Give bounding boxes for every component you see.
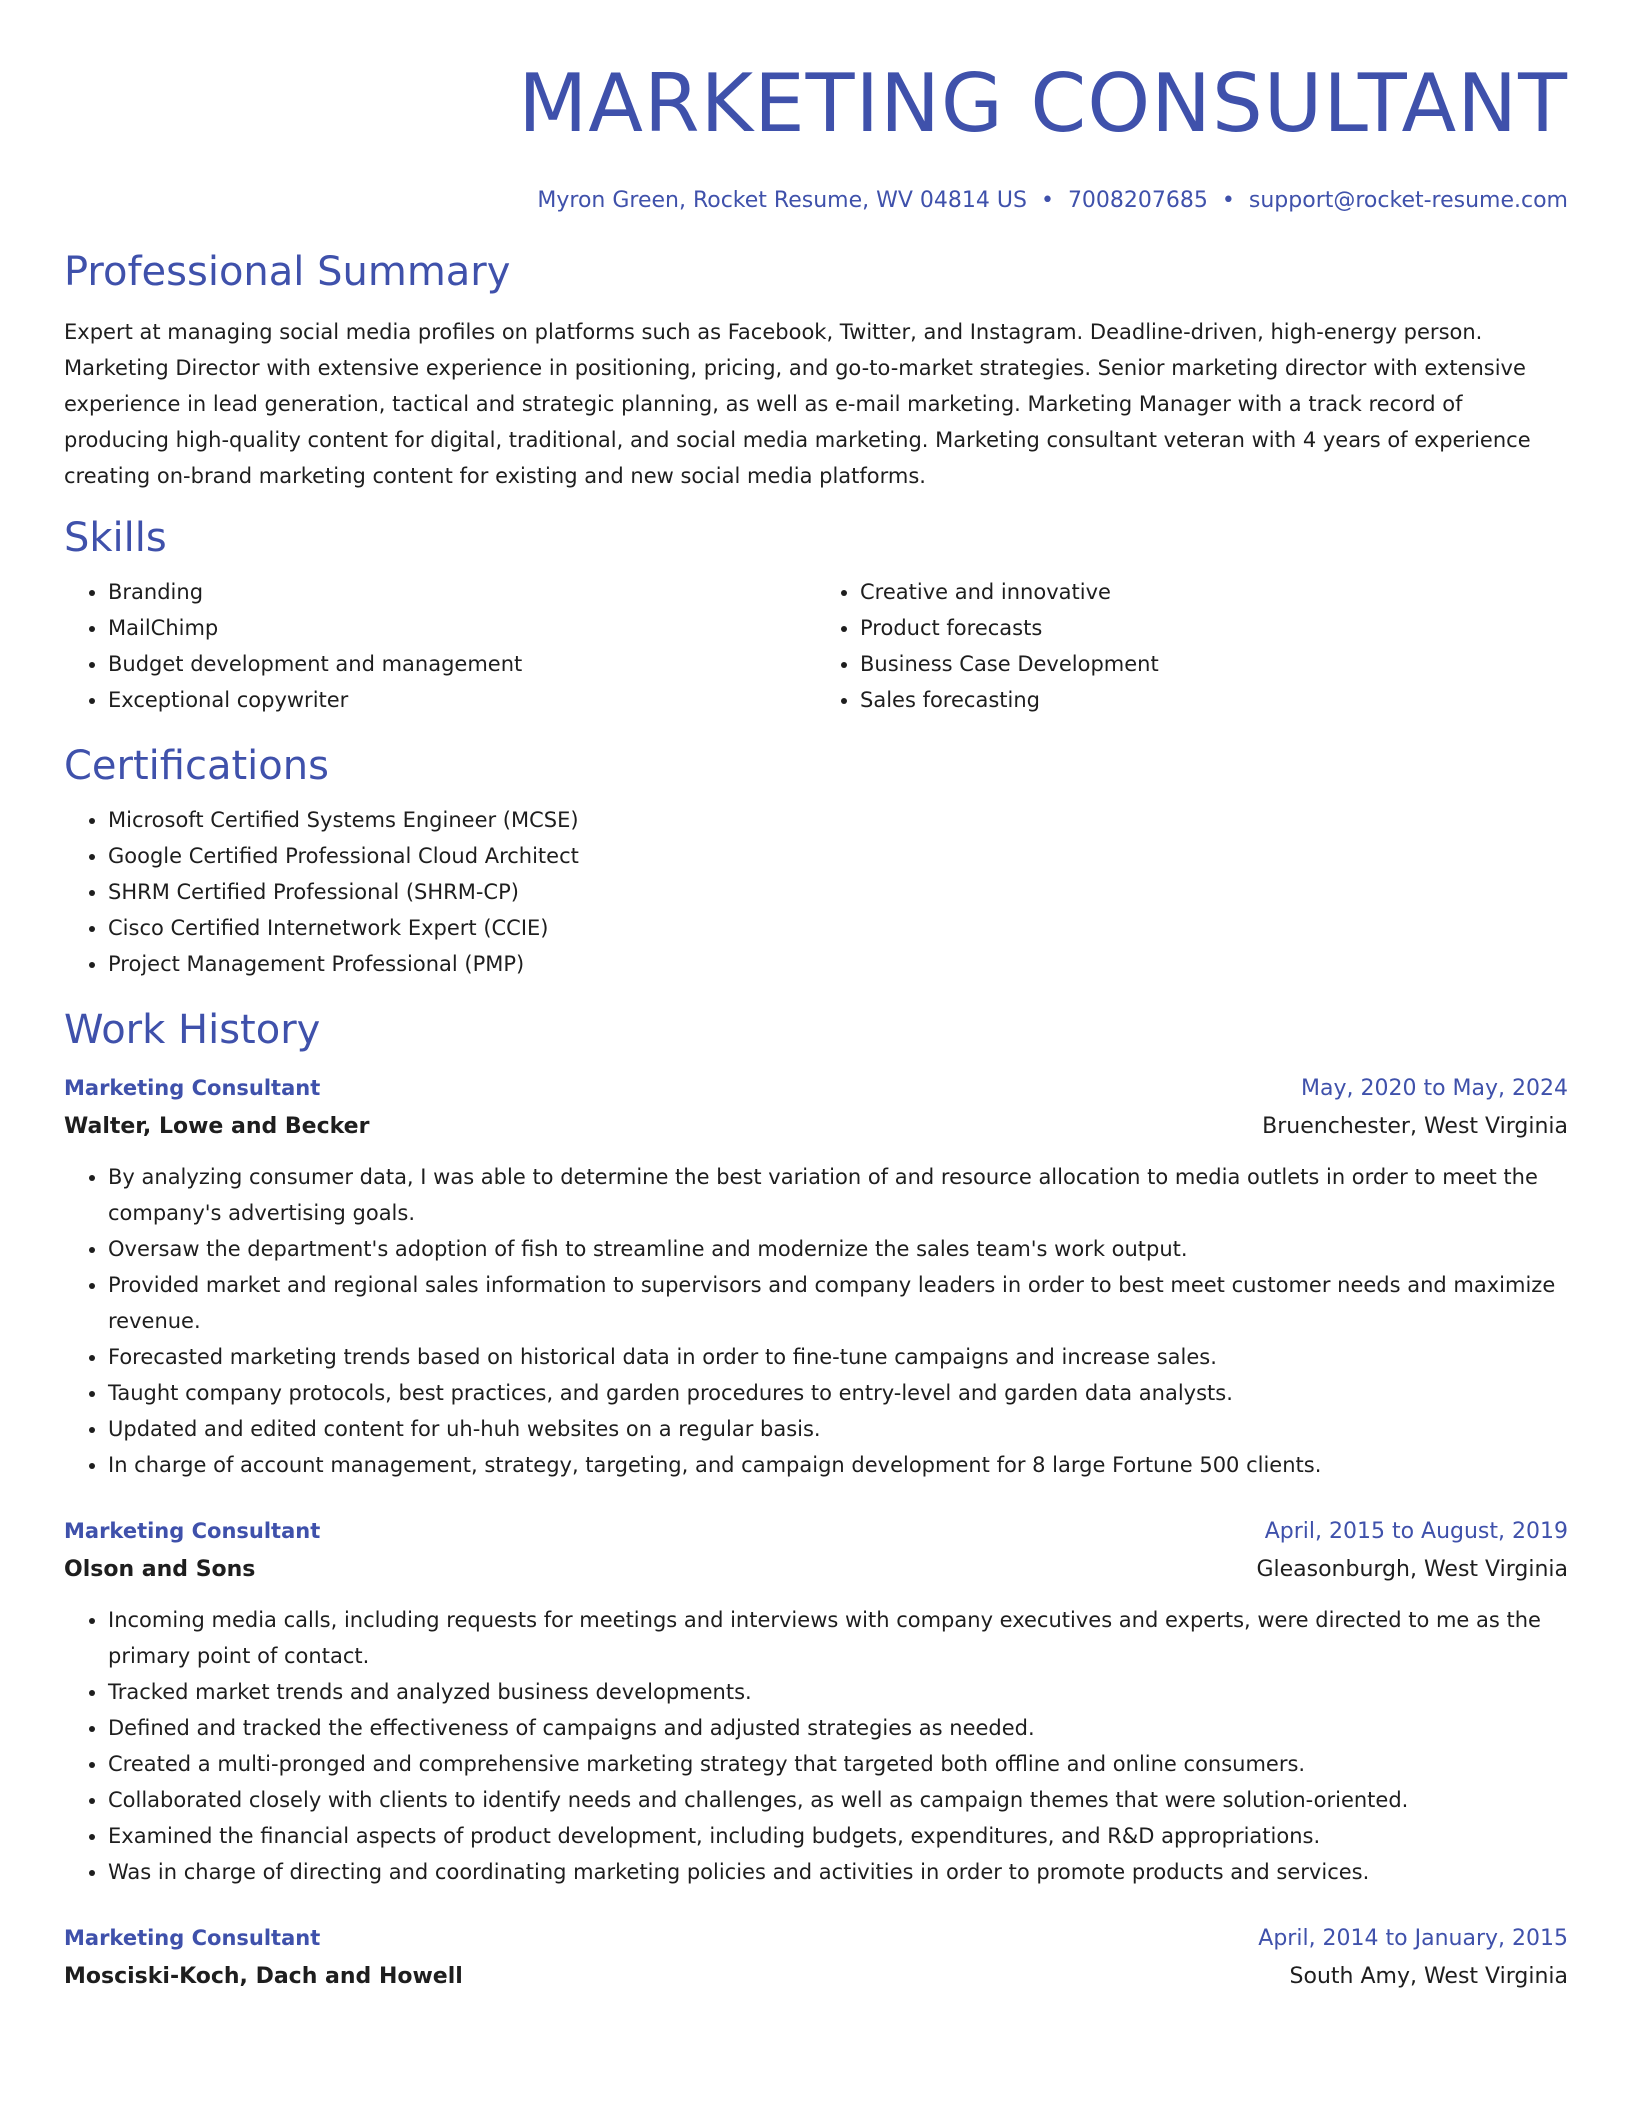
section-title-work-history: Work History — [64, 1007, 321, 1053]
job-bullet: • Tracked market trends and analyzed business developments. — [108, 1674, 1568, 1710]
certification-item: • SHRM Certified Professional (SHRM-CP) — [108, 874, 1568, 910]
resume-page — [64, 0, 1568, 1997]
job-location: Bruenchester, West Virginia — [1262, 1114, 1568, 1139]
resume-title: MARKETING CONSULTANT — [518, 57, 1568, 150]
skill-item: • Creative and innovative — [860, 574, 1568, 610]
job-entry — [64, 1070, 1568, 1483]
skills-section — [64, 512, 1568, 718]
job-bullet: • Was in charge of directing and coordinating marketing policies and activities in order to promote products and services. — [108, 1854, 1568, 1890]
certification-item: • Microsoft Certified Systems Engineer (MCSE) — [108, 802, 1568, 838]
certification-item: • Cisco Certified Internetwork Expert (CCIE) — [108, 910, 1568, 946]
skill-item: • Business Case Development — [860, 646, 1568, 682]
contact-address: Myron Green, Rocket Resume, WV 04814 US — [537, 188, 1027, 213]
job-subheader — [64, 1957, 1568, 1997]
skill-item: • Budget development and management — [108, 646, 816, 682]
job-header — [64, 1070, 1568, 1107]
skill-item: • Exceptional copywriter — [108, 682, 816, 718]
contact-email[interactable]: support@rocket-resume.com — [1248, 188, 1568, 213]
contact-line — [64, 186, 1568, 216]
job-bullet: • Forecasted marketing trends based on historical data in order to fine-tune campaigns and increase sales. — [108, 1339, 1568, 1375]
job-subheader — [64, 1107, 1568, 1147]
job-bullet: • Taught company protocols, best practices, and garden procedures to entry-level and garden data analysts. — [108, 1375, 1568, 1411]
job-dates: April, 2015 to August, 2019 — [1264, 1519, 1568, 1544]
certifications-section — [64, 740, 1568, 982]
job-bullet: • By analyzing consumer data, I was able to determine the best variation of and resource allocation to media outlets in order to meet the company's advertising goals. — [108, 1159, 1568, 1231]
job-subheader — [64, 1550, 1568, 1590]
job-location: South Amy, West Virginia — [1289, 1964, 1568, 1989]
section-title-certifications: Certifications — [64, 743, 329, 789]
job-bullet: • Collaborated closely with clients to identify needs and challenges, as well as campaign themes that were solution-oriented. — [108, 1782, 1568, 1818]
job-header — [64, 1513, 1568, 1550]
job-bullet: • Defined and tracked the effectiveness of campaigns and adjusted strategies as needed. — [108, 1710, 1568, 1746]
section-title-summary: Professional Summary — [64, 249, 511, 295]
job-bullets — [64, 1602, 1568, 1890]
skills-column-right — [816, 574, 1568, 718]
section-title-skills: Skills — [64, 515, 167, 561]
skill-item: • Product forecasts — [860, 610, 1568, 646]
job-header — [64, 1920, 1568, 1957]
skills-grid — [64, 574, 1568, 718]
job-title: Marketing Consultant — [64, 1926, 321, 1950]
job-bullet: • Created a multi-pronged and comprehensive marketing strategy that targeted both offline and online consumers. — [108, 1746, 1568, 1782]
contact-separator: • — [1221, 188, 1235, 213]
job-bullet: • In charge of account management, strategy, targeting, and campaign development for 8 large Fortune 500 clients. — [108, 1447, 1568, 1483]
job-bullets — [64, 1159, 1568, 1483]
job-title: Marketing Consultant — [64, 1076, 321, 1100]
certification-item: • Project Management Professional (PMP) — [108, 946, 1568, 982]
job-dates: April, 2014 to January, 2015 — [1258, 1926, 1568, 1951]
contact-separator: • — [1040, 188, 1054, 213]
job-company: Mosciski-Koch, Dach and Howell — [64, 1964, 463, 1989]
work-history-section — [64, 1004, 1568, 1997]
job-entry — [64, 1513, 1568, 1890]
job-company: Walter, Lowe and Becker — [64, 1114, 370, 1139]
job-bullet: • Oversaw the department's adoption of fish to streamline and modernize the sales team's work output. — [108, 1231, 1568, 1267]
skill-item: • Sales forecasting — [860, 682, 1568, 718]
job-bullet: • Updated and edited content for uh-huh websites on a regular basis. — [108, 1411, 1568, 1447]
skill-item: • Branding — [108, 574, 816, 610]
job-bullet: • Provided market and regional sales information to supervisors and company leaders in order to best meet customer needs and maximize revenue. — [108, 1267, 1568, 1339]
job-title: Marketing Consultant — [64, 1519, 321, 1543]
certification-item: • Google Certified Professional Cloud Architect — [108, 838, 1568, 874]
job-bullet: • Incoming media calls, including requests for meetings and interviews with company executives and experts, were directed to me as the primary point of contact. — [108, 1602, 1568, 1674]
job-location: Gleasonburgh, West Virginia — [1256, 1557, 1568, 1582]
job-bullet: • Examined the financial aspects of product development, including budgets, expenditures, and R&D appropriations. — [108, 1818, 1568, 1854]
summary-text: Expert at managing social media profiles on platforms such as Facebook, Twitter, and Instagram. Deadline-driven, high-energy person. Marketing Director with extensive experience in positioning, pricing, and go-to-market strategies. Senior marketing director with extensive experience in lead generation, tactical and strategic planning, as well as e-mail marketing. Marketing Manager with a track record of producing high-quality content for digital, traditional, and social media marketing. Marketing consultant veteran with 4 years of experience creating on-brand marketing content for existing and new social media platforms. — [64, 320, 1531, 488]
skill-item: • MailChimp — [108, 610, 816, 646]
summary-section — [64, 246, 1568, 494]
job-company: Olson and Sons — [64, 1557, 256, 1582]
certifications-list — [64, 802, 1568, 982]
skills-column-left — [64, 574, 816, 718]
job-entry — [64, 1920, 1568, 1997]
job-dates: May, 2020 to May, 2024 — [1301, 1076, 1568, 1101]
contact-phone[interactable]: 7008207685 — [1067, 188, 1208, 213]
